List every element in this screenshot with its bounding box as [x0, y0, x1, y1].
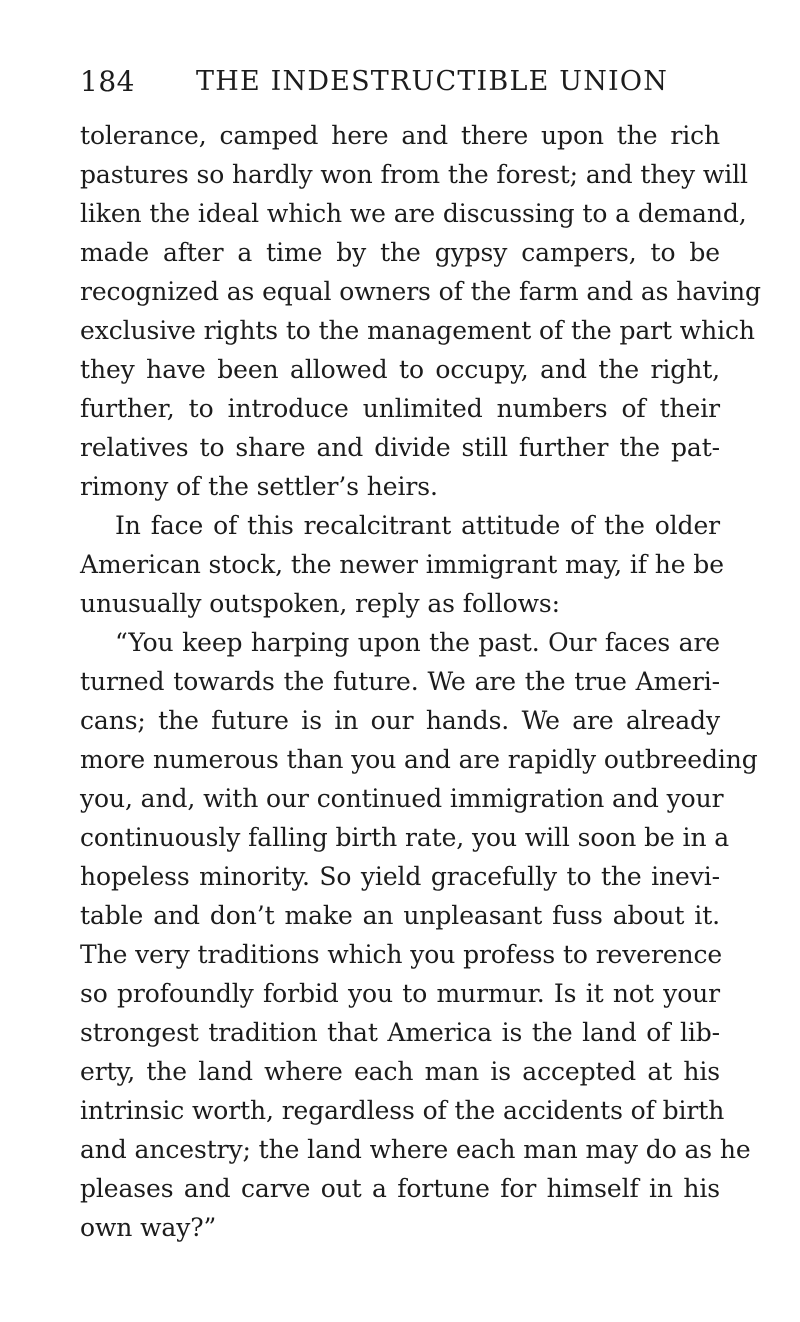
text-line: exclusive rights to the management of the part which [80, 316, 755, 345]
text-line: hopeless minority. So yield gracefully to the inevi- [80, 862, 720, 891]
running-head [80, 62, 720, 102]
text-line: made after a time by the gypsy campers, to be [80, 238, 720, 267]
text-line: further, to introduce unlimited numbers of their [80, 394, 720, 423]
text-line: American stock, the newer immigrant may, if he be [80, 550, 724, 579]
text-line: In face of this recalcitrant attitude of the older [115, 511, 720, 540]
text-line: continuously falling birth rate, you will soon be in a [80, 823, 730, 852]
text-line: more numerous than you and are rapidly outbreeding [80, 745, 758, 774]
text-line: turned towards the future. We are the true Ameri- [80, 667, 720, 696]
page-number: 184 [80, 65, 135, 98]
text-line: relatives to share and divide still further the pat- [80, 433, 720, 462]
text-line: cans; the future is in our hands. We are already [80, 706, 720, 735]
text-line: The very traditions which you profess to reverence [80, 940, 723, 969]
text-line: and ancestry; the land where each man may do as he [80, 1135, 751, 1164]
text-line: unusually outspoken, reply as follows: [80, 589, 560, 618]
text-line: own way?” [80, 1213, 217, 1242]
text-line: so profoundly forbid you to murmur. Is it not your [80, 979, 720, 1008]
text-line: they have been allowed to occupy, and the right, [80, 355, 720, 384]
text-line: pleases and carve out a fortune for himself in his [80, 1174, 720, 1203]
text-line: table and don’t make an unpleasant fuss about it. [80, 901, 720, 930]
running-title: THE INDESTRUCTIBLE UNION [196, 66, 669, 97]
text-line: you, and, with our continued immigration and your [80, 784, 724, 813]
text-line: pastures so hardly won from the forest; and they will [80, 160, 748, 189]
text-line: erty, the land where each man is accepted at his [80, 1057, 720, 1086]
body-text [80, 116, 761, 1247]
text-line: intrinsic worth, regardless of the accidents of birth [80, 1096, 725, 1125]
text-line: recognized as equal owners of the farm and as having [80, 277, 761, 306]
text-line: rimony of the settler’s heirs. [80, 472, 438, 501]
text-line: strongest tradition that America is the land of lib- [80, 1018, 720, 1047]
text-line: tolerance, camped here and there upon the rich [80, 121, 720, 150]
text-line: liken the ideal which we are discussing to a demand, [80, 199, 747, 228]
text-line: “You keep harping upon the past. Our faces are [115, 628, 720, 657]
